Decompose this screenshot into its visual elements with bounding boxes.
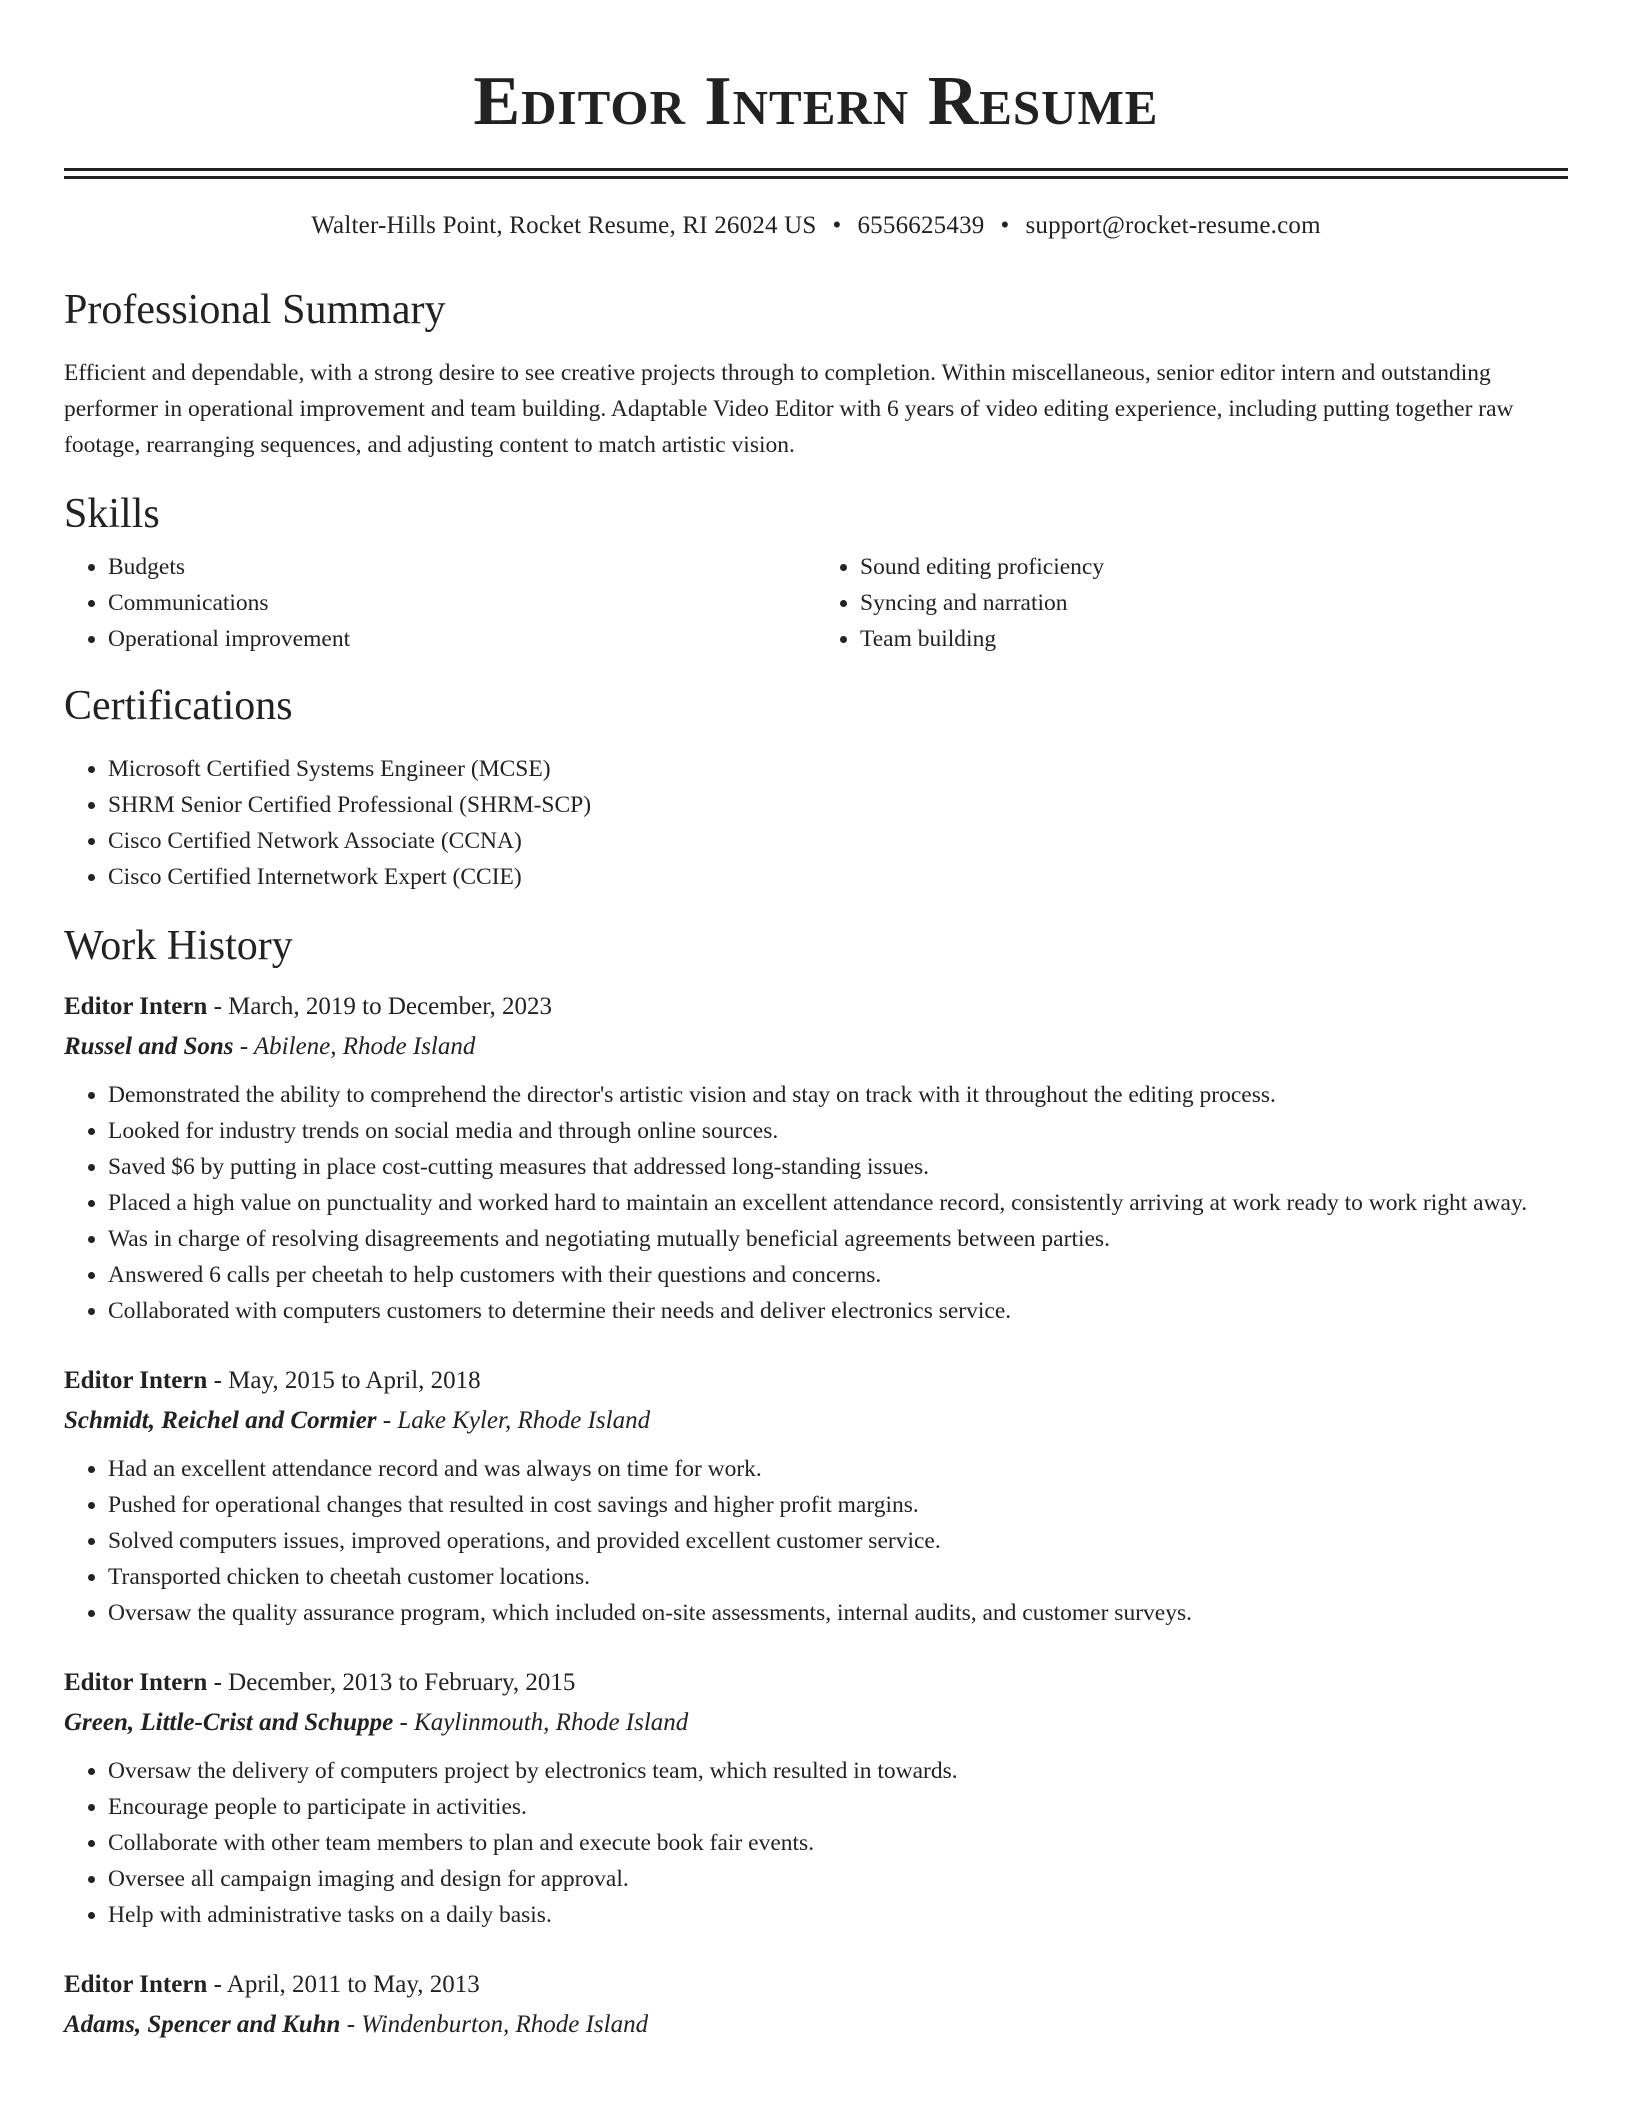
job-bullet: • Collaborated with computers customers to determine their needs and deliver electronics service. [108,1293,1568,1329]
contact-line [64,209,1568,243]
job-location: - Windenburton, Rhode Island [340,2011,649,2038]
job-entry [64,1361,1568,1631]
job-company: Russel and Sons [64,1033,234,1060]
job-location: - Abilene, Rhode Island [233,1033,476,1060]
certification-item: • Cisco Certified Internetwork Expert (CCIE) [108,859,1568,895]
job-entry [64,1663,1568,1933]
contact-phone: 6556625439 [857,212,985,239]
summary-heading: Professional Summary [64,287,446,333]
contact-separator: • [832,212,842,239]
skill-item: • Team building [860,621,1568,657]
job-role: Editor Intern [64,1971,208,1998]
job-dates: - March, 2019 to December, 2023 [207,993,553,1020]
job-company-line [64,1703,1568,1743]
job-company: Green, Little-Crist and Schuppe [64,1709,394,1736]
job-dates: - April, 2011 to May, 2013 [207,1971,480,1998]
job-bullet: • Answered 6 calls per cheetah to help customers with their questions and concerns. [108,1257,1568,1293]
job-dates: - May, 2015 to April, 2018 [207,1367,481,1394]
skills-heading: Skills [64,491,160,537]
job-company-line [64,2005,1568,2045]
skills-left-list [64,549,816,657]
job-bullet: • Collaborate with other team members to plan and execute book fair events. [108,1825,1568,1861]
title-divider-bottom [64,176,1568,179]
job-title-line [64,1361,1568,1401]
job-bullet: • Pushed for operational changes that resulted in cost savings and higher profit margins. [108,1487,1568,1523]
job-bullet: • Saved $6 by putting in place cost-cutting measures that addressed long-standing issues. [108,1149,1568,1185]
job-location: - Kaylinmouth, Rhode Island [393,1709,689,1736]
contact-email: support@rocket-resume.com [1025,212,1321,239]
job-bullet: • Demonstrated the ability to comprehend the director's artistic vision and stay on track with it throughout the editing process. [108,1077,1568,1113]
job-entry [64,987,1568,1329]
contact-address: Walter-Hills Point, Rocket Resume, RI 26024 US [311,212,817,239]
job-role: Editor Intern [64,1669,208,1696]
resume-page [64,0,1568,2045]
job-bullet: • Had an excellent attendance record and was always on time for work. [108,1451,1568,1487]
certifications-heading: Certifications [64,683,293,729]
summary-text: Efficient and dependable, with a strong desire to see creative projects through to completion. Within miscellaneous, senior editor intern and outstanding performer in operational improvement and team building. Adaptable Video Editor with 6 years of video editing experience, including putting together raw footage, rearranging sequences, and adjusting content to match artistic vision. [64,360,1514,458]
job-bullet-list [64,1451,1568,1631]
work-history-heading: Work History [64,923,293,969]
certification-item: • SHRM Senior Certified Professional (SHRM-SCP) [108,787,1568,823]
job-title-line [64,987,1568,1027]
job-bullet: • Placed a high value on punctuality and worked hard to maintain an excellent attendance record, consistently arriving at work ready to work right away. [108,1185,1568,1221]
job-bullet: • Oversaw the quality assurance program, which included on-site assessments, internal audits, and customer surveys. [108,1595,1568,1631]
resume-title: Editor Intern Resume [473,63,1159,140]
certification-item: • Cisco Certified Network Associate (CCNA) [108,823,1568,859]
skill-item: • Operational improvement [108,621,816,657]
job-bullet: • Oversee all campaign imaging and design for approval. [108,1861,1568,1897]
job-location: - Lake Kyler, Rhode Island [376,1407,651,1434]
job-bullet: • Encourage people to participate in activities. [108,1789,1568,1825]
job-bullet: • Was in charge of resolving disagreements and negotiating mutually beneficial agreements between parties. [108,1221,1568,1257]
skill-item: • Syncing and narration [860,585,1568,621]
job-bullet: • Looked for industry trends on social media and through online sources. [108,1113,1568,1149]
job-bullet-list [64,1077,1568,1329]
job-bullet-list [64,1753,1568,1933]
job-role: Editor Intern [64,993,208,1020]
job-bullet: • Oversaw the delivery of computers project by electronics team, which resulted in towards. [108,1753,1568,1789]
skill-item: • Communications [108,585,816,621]
contact-separator: • [1000,212,1010,239]
job-entry [64,1965,1568,2045]
certifications-list [64,751,1568,895]
skill-item: • Sound editing proficiency [860,549,1568,585]
job-company: Adams, Spencer and Kuhn [64,2011,341,2038]
job-title-line [64,1663,1568,1703]
job-bullet: • Transported chicken to cheetah customer locations. [108,1559,1568,1595]
job-company-line [64,1027,1568,1067]
job-bullet: • Solved computers issues, improved operations, and provided excellent customer service. [108,1523,1568,1559]
certification-item: • Microsoft Certified Systems Engineer (MCSE) [108,751,1568,787]
skills-columns [64,549,1568,657]
job-company: Schmidt, Reichel and Cormier [64,1407,377,1434]
job-company-line [64,1401,1568,1441]
job-title-line [64,1965,1568,2005]
skill-item: • Budgets [108,549,816,585]
skills-right-list [816,549,1568,657]
title-divider-top [64,168,1568,171]
job-dates: - December, 2013 to February, 2015 [207,1669,576,1696]
job-bullet: • Help with administrative tasks on a daily basis. [108,1897,1568,1933]
job-role: Editor Intern [64,1367,208,1394]
